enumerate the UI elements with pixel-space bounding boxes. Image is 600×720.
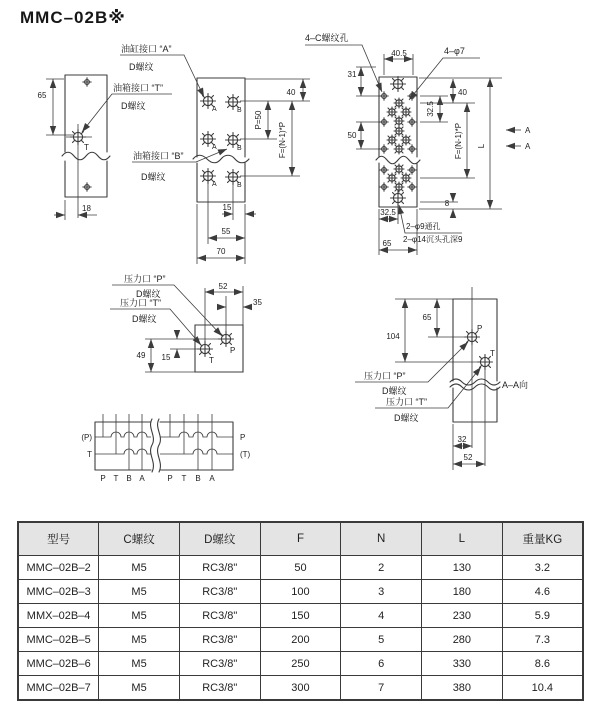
cell: MMX–02B–4 <box>18 604 99 628</box>
dim-p50-label: P=50 <box>254 110 263 130</box>
gallery-p-paren-label: (P) <box>81 433 92 442</box>
dim-40-label: 40 <box>458 88 467 97</box>
phi7-holes-label: 4–φ7 <box>444 46 465 56</box>
section-a-label: A <box>525 142 531 151</box>
dim-f-label: F=(N-1)*P <box>454 122 463 160</box>
dim-32-5-label: 32.5 <box>426 101 435 117</box>
through-hole-label: 2–φ9通孔 <box>406 222 441 231</box>
d-thread-label: D螺纹 <box>121 101 146 111</box>
cell: 100 <box>260 580 341 604</box>
cell: 150 <box>260 604 341 628</box>
d-thread-label: D螺纹 <box>129 62 154 72</box>
cell: 330 <box>422 652 503 676</box>
d-thread-label: D螺纹 <box>132 314 157 324</box>
dim-18-label: 18 <box>82 204 91 213</box>
cell: 3.2 <box>502 556 583 580</box>
cell: 6 <box>341 652 422 676</box>
cell: 250 <box>260 652 341 676</box>
table-row <box>18 580 583 604</box>
col-model: 型号 <box>18 522 99 556</box>
page-title: MMC–02B※ <box>20 8 126 27</box>
cell: M5 <box>99 556 180 580</box>
cell: RC3/8" <box>179 676 260 701</box>
cell: 230 <box>422 604 503 628</box>
d-thread-label: D螺纹 <box>394 413 419 423</box>
cell: 3 <box>341 580 422 604</box>
front-view-drawing <box>193 78 310 264</box>
spec-table-header-row <box>18 522 583 556</box>
dim-65-label: 65 <box>37 91 47 100</box>
cell: 2 <box>341 556 422 580</box>
top-view-drawing <box>305 32 531 255</box>
spec-table <box>17 521 584 701</box>
cell: 7 <box>341 676 422 701</box>
col-p-label: P <box>167 474 173 483</box>
gallery-p-label: P <box>240 433 246 442</box>
cell: M5 <box>99 604 180 628</box>
cell: M5 <box>99 676 180 701</box>
gallery-t-paren-label: (T) <box>240 450 251 459</box>
port-t-label: T <box>84 143 89 152</box>
section-aa-drawing <box>355 287 528 470</box>
cell: MMC–02B–3 <box>18 580 99 604</box>
col-a-label: A <box>209 474 215 483</box>
cell: M5 <box>99 580 180 604</box>
port-a-label: A <box>212 106 217 113</box>
cell: MMC–02B–7 <box>18 676 99 701</box>
dim-31-label: 31 <box>347 70 357 79</box>
flow-schematic-drawing <box>81 414 250 483</box>
counterbore-label: 2–φ14沉头孔深9 <box>403 235 463 244</box>
table-row <box>18 628 583 652</box>
dim-l-label: L <box>477 143 486 149</box>
port-p-label: P <box>230 346 236 355</box>
cell: 7.3 <box>502 628 583 652</box>
cell: MMC–02B–6 <box>18 652 99 676</box>
port-b-label: B <box>237 107 242 114</box>
cell: 4 <box>341 604 422 628</box>
cell: 180 <box>422 580 503 604</box>
pressure-port-p-label: 压力口 “P” <box>124 274 166 284</box>
side-view-drawing <box>38 43 227 220</box>
cell: 10.4 <box>502 676 583 701</box>
dim-104-label: 104 <box>386 332 400 341</box>
cell: 300 <box>260 676 341 701</box>
cell: 50 <box>260 556 341 580</box>
col-n: N <box>341 522 422 556</box>
cell: RC3/8" <box>179 628 260 652</box>
dim-49-label: 49 <box>136 351 146 360</box>
col-b-label: B <box>126 474 132 483</box>
dim-65-label: 65 <box>382 239 392 248</box>
pressure-port-p-label: 压力口 “P” <box>364 371 406 381</box>
col-l: L <box>422 522 503 556</box>
cell: 8.6 <box>502 652 583 676</box>
table-row <box>18 604 583 628</box>
d-thread-label: D螺纹 <box>141 172 166 182</box>
dim-52-label: 52 <box>218 282 228 291</box>
port-b-label: B <box>237 182 242 189</box>
pressure-port-t-label: 压力口 “T” <box>120 298 161 308</box>
dim-f-label: F=(N-1)*P <box>278 121 287 159</box>
c-thread-holes-label: 4–C螺纹孔 <box>305 33 349 43</box>
cell: RC3/8" <box>179 604 260 628</box>
table-row <box>18 676 583 701</box>
table-row <box>18 652 583 676</box>
d-thread-label: D螺纹 <box>382 386 407 396</box>
dim-15-label: 15 <box>222 203 232 212</box>
cell: 5 <box>341 628 422 652</box>
cell: MMC–02B–5 <box>18 628 99 652</box>
dim-65-label: 65 <box>422 313 432 322</box>
cell: 130 <box>422 556 503 580</box>
port-a-label: A <box>212 181 217 188</box>
col-a-label: A <box>139 474 145 483</box>
gallery-t-label: T <box>87 450 92 459</box>
cell: RC3/8" <box>179 580 260 604</box>
col-d-thread: D螺纹 <box>179 522 260 556</box>
pressure-port-t-label: 压力口 “T” <box>386 397 427 407</box>
port-b-label: B <box>237 145 242 152</box>
dim-50-label: 50 <box>347 131 357 140</box>
cell: RC3/8" <box>179 556 260 580</box>
dim-8-label: 8 <box>444 199 450 208</box>
cell: RC3/8" <box>179 652 260 676</box>
port-t-label: T <box>209 356 214 365</box>
section-aa-view-label: A–A向 <box>502 380 529 390</box>
section-a-label: A <box>525 126 531 135</box>
cylinder-port-a-label: 油缸接口 “A” <box>121 44 172 54</box>
dim-40-5-label: 40.5 <box>391 49 407 58</box>
tank-port-t-label: 油箱接口 “T” <box>113 83 163 93</box>
port-t-label: T <box>490 349 495 358</box>
screw-hole-icon <box>83 78 91 86</box>
cell: 380 <box>422 676 503 701</box>
col-weight: 重量KG <box>502 522 583 556</box>
col-t-label: T <box>181 474 187 483</box>
cell: M5 <box>99 628 180 652</box>
cell: MMC–02B–2 <box>18 556 99 580</box>
dim-52-label: 52 <box>463 453 473 462</box>
dim-55-label: 55 <box>221 227 231 236</box>
port-a-label: A <box>212 144 217 151</box>
col-f: F <box>260 522 341 556</box>
dim-35-label: 35 <box>253 298 262 307</box>
pt-port-view-drawing <box>110 273 262 372</box>
d-thread-label: D螺纹 <box>136 289 161 299</box>
cell: 5.9 <box>502 604 583 628</box>
col-p-label: P <box>100 474 106 483</box>
screw-hole-icon <box>83 183 91 191</box>
cell: 280 <box>422 628 503 652</box>
dim-70-label: 70 <box>216 247 226 256</box>
cell: 200 <box>260 628 341 652</box>
dim-32-label: 32 <box>457 435 467 444</box>
col-b-label: B <box>195 474 201 483</box>
dim-40-label: 40 <box>286 88 296 97</box>
tank-port-b-label: 油箱接口 “B” <box>133 151 184 161</box>
col-t-label: T <box>113 474 119 483</box>
col-c-thread: C螺纹 <box>99 522 180 556</box>
cell: 4.6 <box>502 580 583 604</box>
port-p-label: P <box>477 324 483 333</box>
table-row <box>18 556 583 580</box>
cell: M5 <box>99 652 180 676</box>
dim-32-5-label: 32.5 <box>380 208 396 217</box>
dim-15-label: 15 <box>161 353 171 362</box>
